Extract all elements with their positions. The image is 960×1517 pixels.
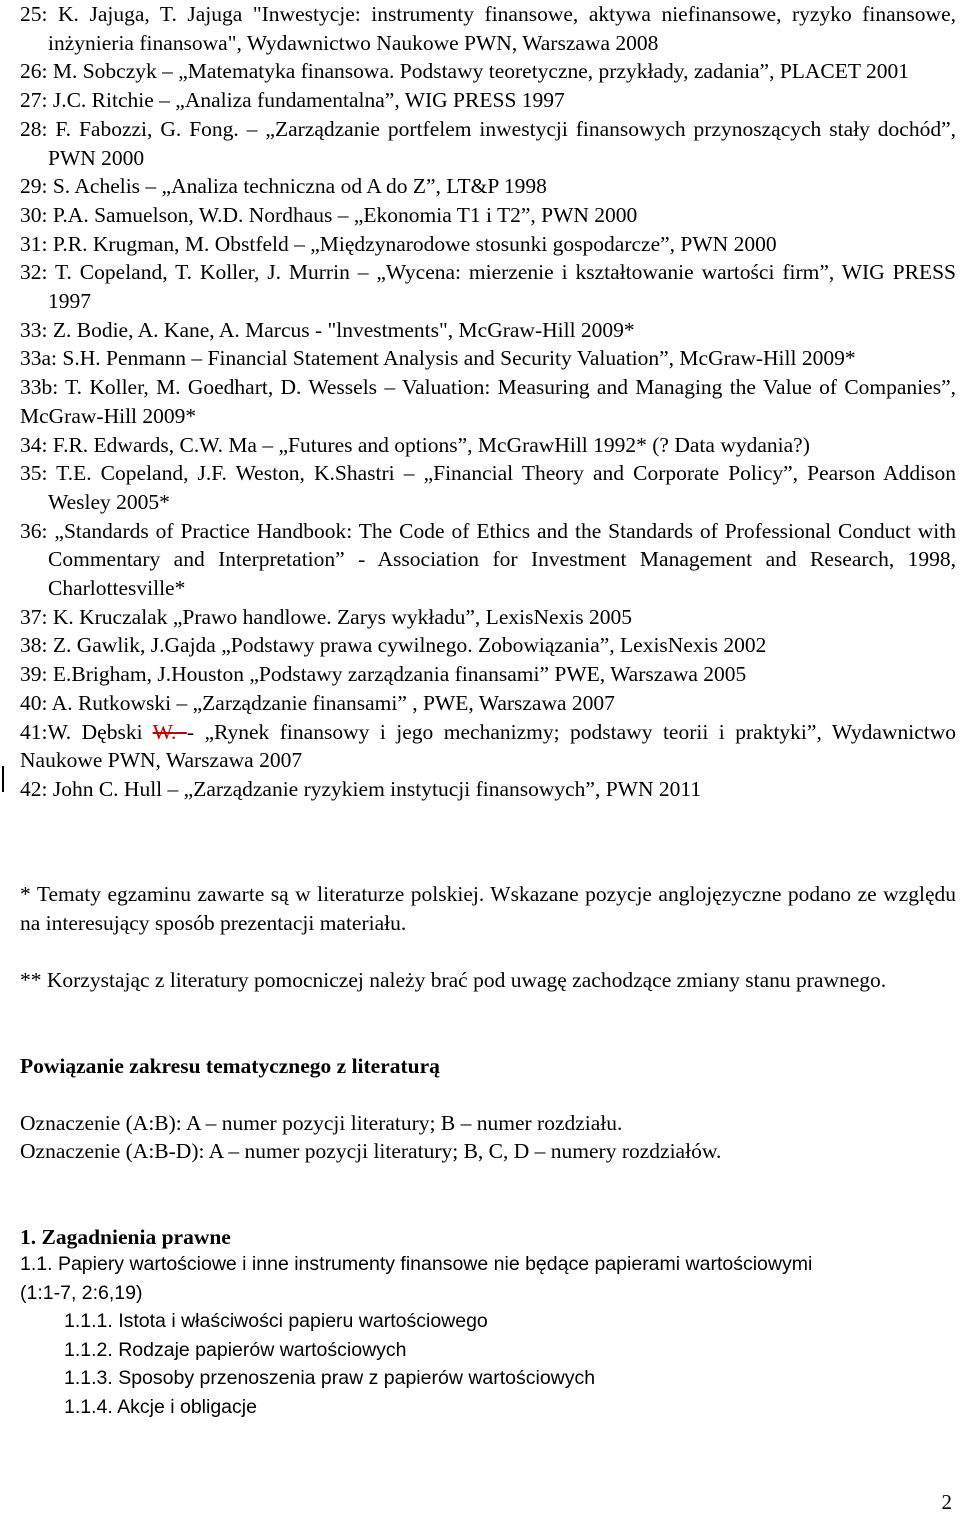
footnote-double-asterisk: ** Korzystając z literatury pomocniczej należy brać pod uwagę zachodzące zmiany stanu prawnego. [20,968,887,992]
reference-41 [20,718,956,775]
revision-change-bar [2,766,4,792]
item-1-1: 1.1. Papiery wartościowe i inne instrumenty finansowe nie będące papierami wartościowymi [20,1253,813,1275]
section-1-heading: 1. Zagadnienia prawne [20,1225,231,1249]
reference-list [20,0,956,804]
reference-33: 33: Z. Bodie, A. Kane, A. Marcus - "lnvestments", McGraw-Hill 2009* [20,317,635,342]
reference-33a: 33a: S.H. Penmann – Financial Statement Analysis and Security Valuation”, McGraw-Hill 2009* [20,346,856,371]
reference-37: 37: K. Kruczalak „Prawo handlowe. Zarys wykładu”, LexisNexis 2005 [20,604,632,629]
footnote-single-asterisk: * Tematy egzaminu zawarte są w literaturze polskiej. Wskazane pozycje anglojęzyczne podano ze względu na interesujący sposób prezentacji materiału. [20,882,956,935]
reference-32: 32: T. Copeland, T. Koller, J. Murrin – „Wycena: mierzenie i kształtowanie wartości firm”, WIG PRESS 1997 [20,260,956,314]
reference-34: 34: F.R. Edwards, C.W. Ma – „Futures and options”, McGrawHill 1992* (? Data wydania?) [20,432,810,457]
reference-31: 31: P.R. Krugman, M. Obstfeld – „Międzynarodowe stosunki gospodarcze”, PWN 2000 [20,231,777,256]
reference-41-rest: - „Rynek finansowy i jego mechanizmy; podstawy teorii i praktyki”, Wydawnictwo Naukowe PWN, Warszawa 2007 [20,719,956,773]
reference-30: 30: P.A. Samuelson, W.D. Nordhaus – „Ekonomia T1 i T2”, PWN 2000 [20,202,638,227]
reference-29: 29: S. Achelis – „Analiza techniczna od A do Z”, LT&P 1998 [20,174,547,199]
reference-25: 25: K. Jajuga, T. Jajuga "Inwestycje: instrumenty finansowe, aktywa niefinansowe, ryzyko finansowe, inżynieria finansowa", Wydawnictwo Naukowe PWN, Warszawa 2008 [20,2,956,55]
reference-41-prefix: 41:W. Dębski [20,719,153,744]
page-number: 2 [941,1490,952,1514]
subitem-1-1-3: 1.1.3. Sposoby przenoszenia praw z papierów wartościowych [64,1367,596,1389]
reference-42: 42: John C. Hull – „Zarządzanie ryzykiem instytucji finansowych”, PWN 2011 [20,776,702,801]
linkage-heading: Powiązanie zakresu tematycznego z literaturą [20,1054,440,1078]
legend-a-b-d: Oznaczenie (A:B-D): A – numer pozycji literatury; B, C, D – numery rozdziałów. [20,1139,722,1163]
reference-35: 35: T.E. Copeland, J.F. Weston, K.Shastri – „Financial Theory and Corporate Policy”, Pearson Addison Wesley 2005* [20,461,956,514]
reference-27: 27: J.C. Ritchie – „Analiza fundamentalna”, WIG PRESS 1997 [20,88,565,113]
reference-26: 26: M. Sobczyk – „Matematyka finansowa. Podstawy teoretyczne, przykłady, zadania”, PLACET 2001 [20,59,910,84]
reference-38: 38: Z. Gawlik, J.Gajda „Podstawy prawa cywilnego. Zobowiązania”, LexisNexis 2002 [20,633,767,658]
reference-33b: 33b: T. Koller, M. Goedhart, D. Wessels – Valuation: Measuring and Managing the Value of Companies”, McGraw-Hill 2009* [20,375,956,428]
reference-39: 39: E.Brigham, J.Houston „Podstawy zarządzania finansami” PWE, Warszawa 2005 [20,662,747,687]
reference-36: 36: „Standards of Practice Handbook: The Code of Ethics and the Standards of Professional Conduct with Commentary and Interpretation” - Association for Investment Management and Research, 1998, Charlottesville* [20,518,956,601]
subitem-1-1-4: 1.1.4. Akcje i obligacje [64,1396,257,1418]
item-1-1-refs: (1:1-7, 2:6,19) [20,1282,143,1304]
deleted-text: W. [152,719,187,744]
legend-a-b: Oznaczenie (A:B): A – numer pozycji literatury; B – numer rozdziału. [20,1111,623,1135]
reference-28: 28: F. Fabozzi, G. Fong. – „Zarządzanie portfelem inwestycji finansowych przynoszących stały dochód”, PWN 2000 [20,116,956,170]
subitem-1-1-1: 1.1.1. Istota i właściwości papieru wartościowego [64,1310,488,1332]
subitem-1-1-2: 1.1.2. Rodzaje papierów wartościowych [64,1339,407,1361]
reference-40: 40: A. Rutkowski – „Zarządzanie finansami” , PWE, Warszawa 2007 [20,690,615,715]
